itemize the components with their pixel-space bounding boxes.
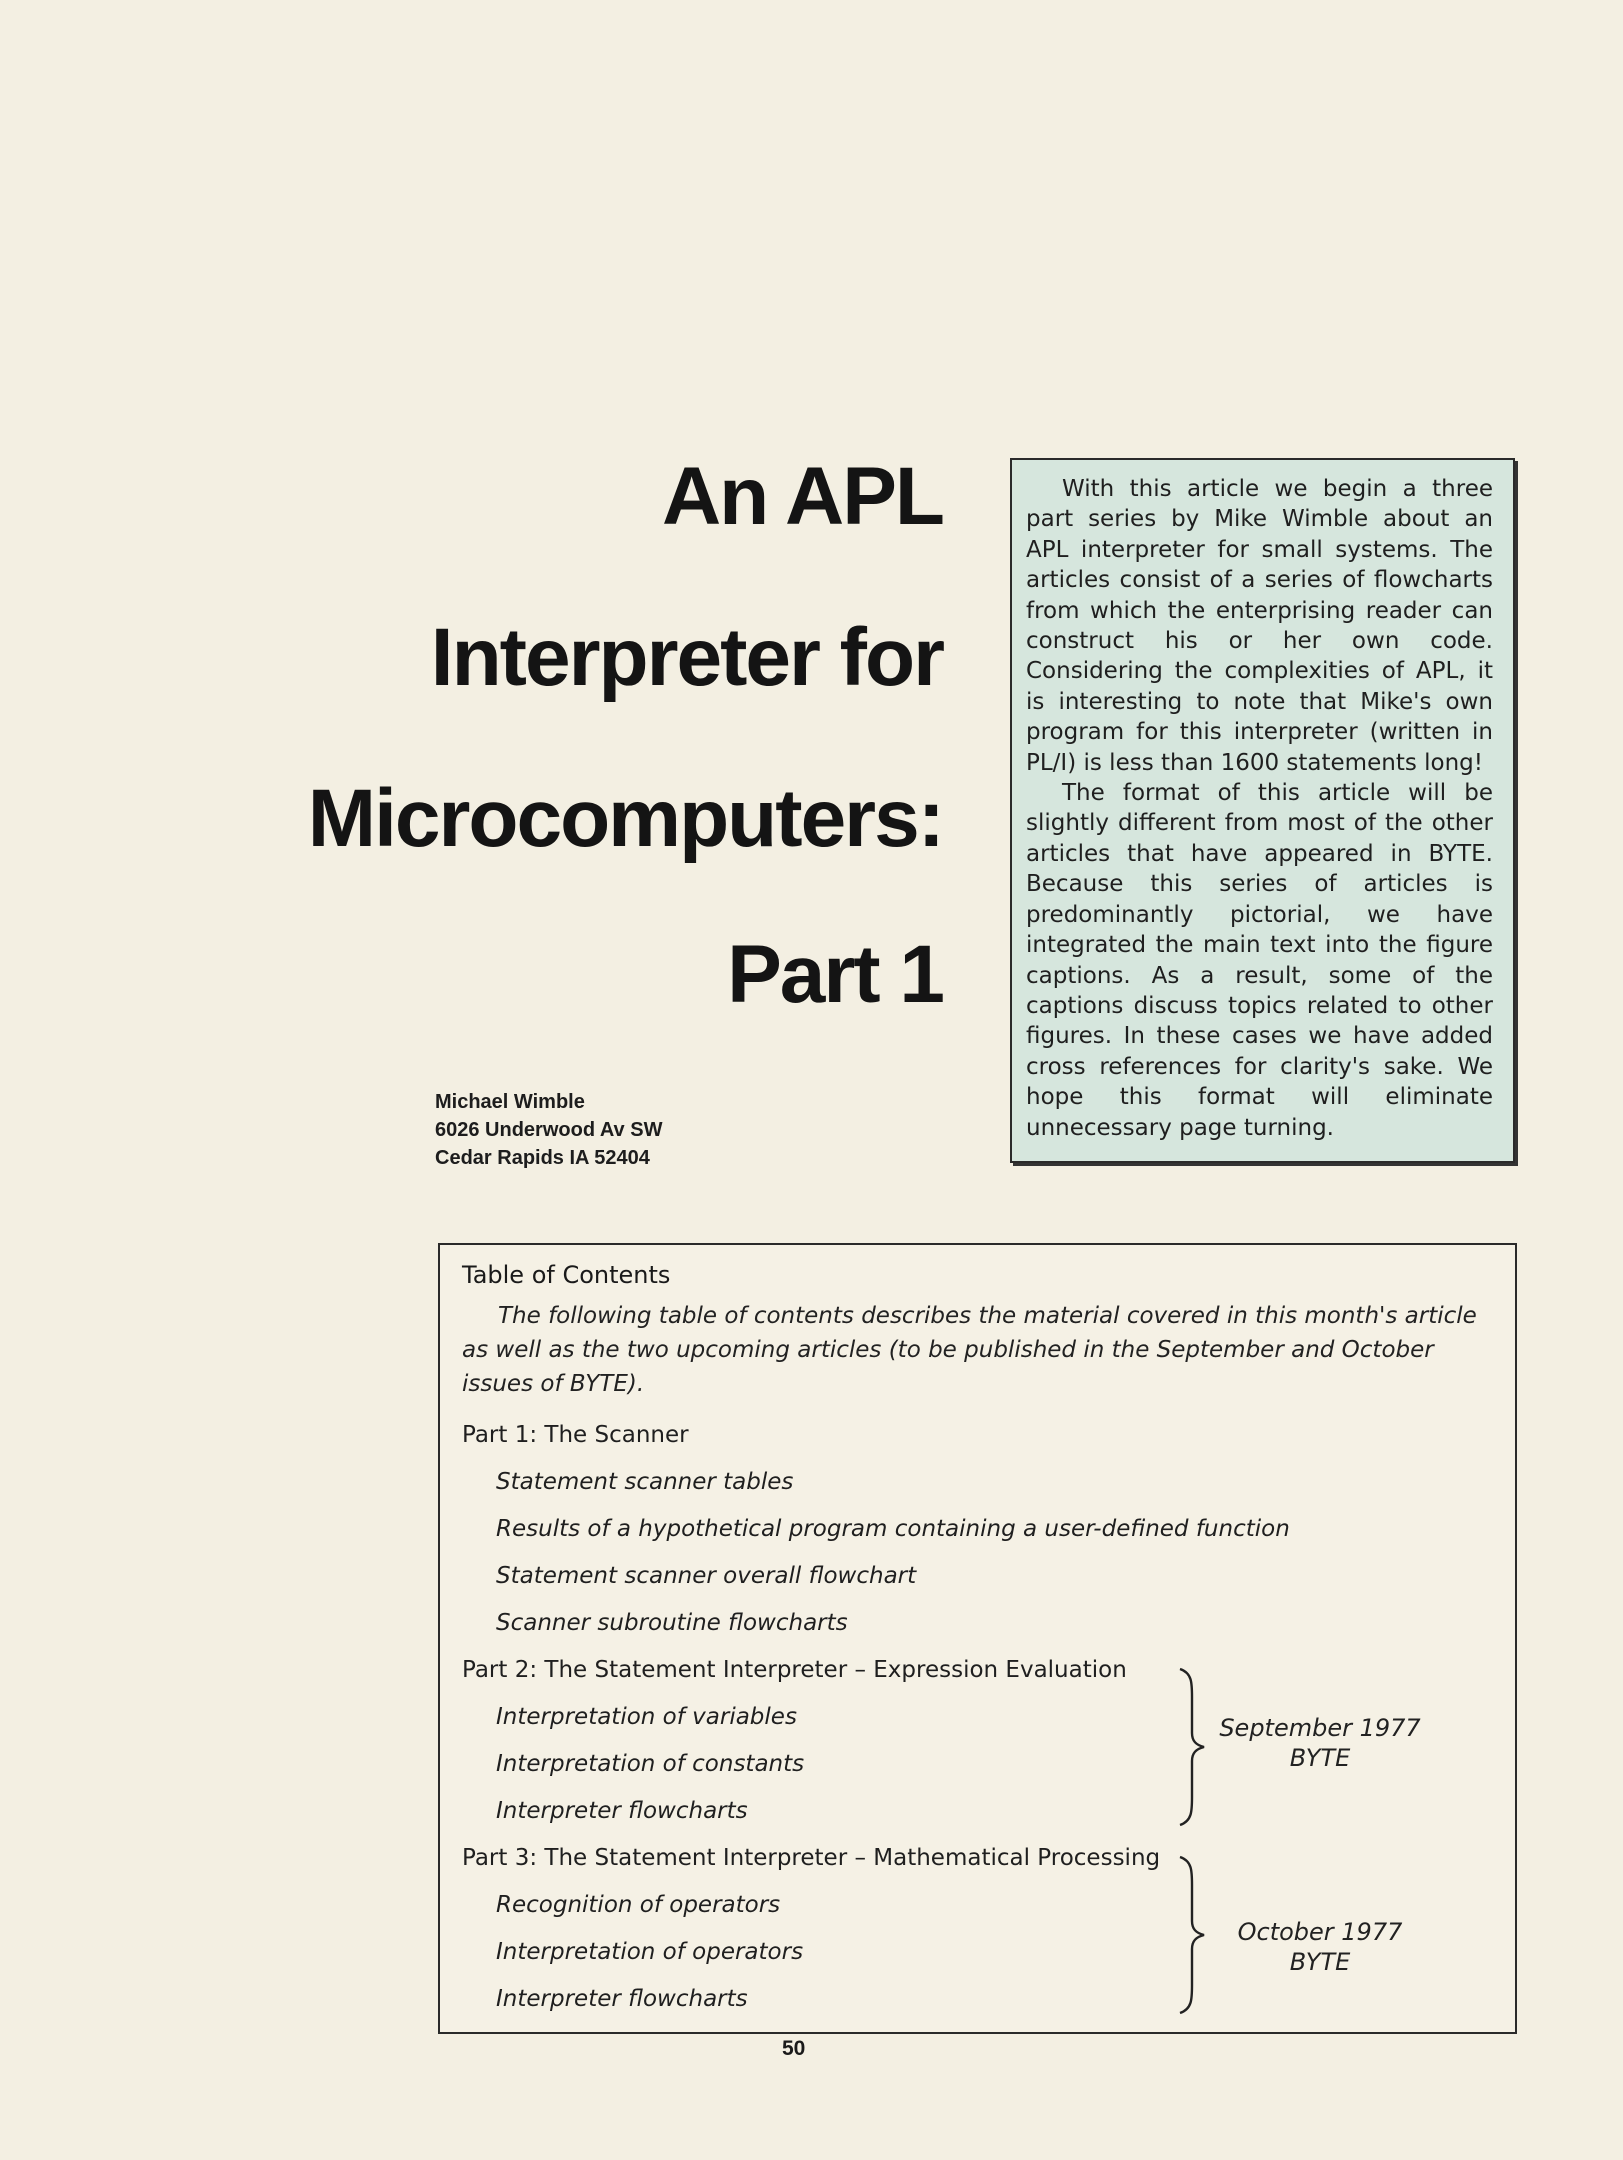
title-line-2: Interpreter for [430,612,943,703]
toc-part-1-item-3: Statement scanner overall flowchart [496,1563,917,1589]
toc-part-3-brace [1178,1855,1206,2015]
author-block [435,1088,662,1172]
toc-part-3-heading: Part 3: The Statement Interpreter – Mathematical Processing [462,1845,1161,1871]
toc-part-1-heading: Part 1: The Scanner [462,1422,689,1448]
intro-paragraph-2: The format of this article will be slightly different from most of the other articles that have appeared in BYTE. Because this series of articles is predominantly pictorial, we have integrated the main text into the figure captions. As a result, some of the captions discuss topics related to other figures. In these cases we have added cross references for clarity's sake. We hope this format will eliminate unnecessary page turning. [1026,780,1493,1141]
intro-box [1010,458,1515,1163]
toc-part-2-brace [1178,1667,1206,1827]
title-line-4: Part 1 [727,929,943,1020]
author-name: Michael Wimble [435,1091,585,1113]
author-street: 6026 Underwood Av SW [435,1119,663,1141]
toc-title: Table of Contents [462,1261,671,1289]
intro-paragraph-1: With this article we begin a three part series by Mike Wimble about an APL interpreter for small systems. The articles consist of a series of flowcharts from which the enterprising reader can construct his or her own code. Considering the complexities of APL, it is interesting to note that Mike's own program for this interpreter (written in PL/I) is less than 1600 statements long! [1026,476,1493,776]
toc-part-1-item-1: Statement scanner tables [496,1469,794,1495]
toc-part-2-item-2: Interpretation of constants [496,1751,805,1777]
toc-part-1-item-2: Results of a hypothetical program containing a user-defined function [496,1516,1290,1542]
toc-part-3-publication-magazine: BYTE [1289,1948,1351,1976]
toc-part-2-publication [1215,1713,1425,1773]
toc-part-1-item-4: Scanner subroutine flowcharts [496,1610,848,1636]
title-line-3: Microcomputers: [307,773,943,864]
toc-part-2-item-1: Interpretation of variables [496,1704,797,1730]
toc-part-2-publication-month: September 1977 [1219,1714,1421,1742]
toc-part-3-item-1: Recognition of operators [496,1892,781,1918]
table-of-contents [438,1243,1517,2034]
toc-part-3-item-2: Interpretation of operators [496,1939,804,1965]
toc-part-2-publication-magazine: BYTE [1289,1744,1351,1772]
toc-description [462,1299,1487,1401]
toc-part-3-publication [1215,1917,1425,1977]
title-line-1: An APL [661,451,943,542]
toc-part-3-publication-month: October 1977 [1237,1918,1403,1946]
toc-description-text: The following table of contents describes the material covered in this month's article as well as the two upcoming articles (to be published in the September and October issues of BYTE). [462,1303,1477,1397]
toc-part-2-heading: Part 2: The Statement Interpreter – Expression Evaluation [462,1657,1127,1683]
toc-part-3-item-3: Interpreter flowcharts [496,1986,748,2012]
author-city: Cedar Rapids IA 52404 [435,1147,650,1169]
toc-part-2-item-3: Interpreter flowcharts [496,1798,748,1824]
page-number: 50 [782,2037,806,2060]
